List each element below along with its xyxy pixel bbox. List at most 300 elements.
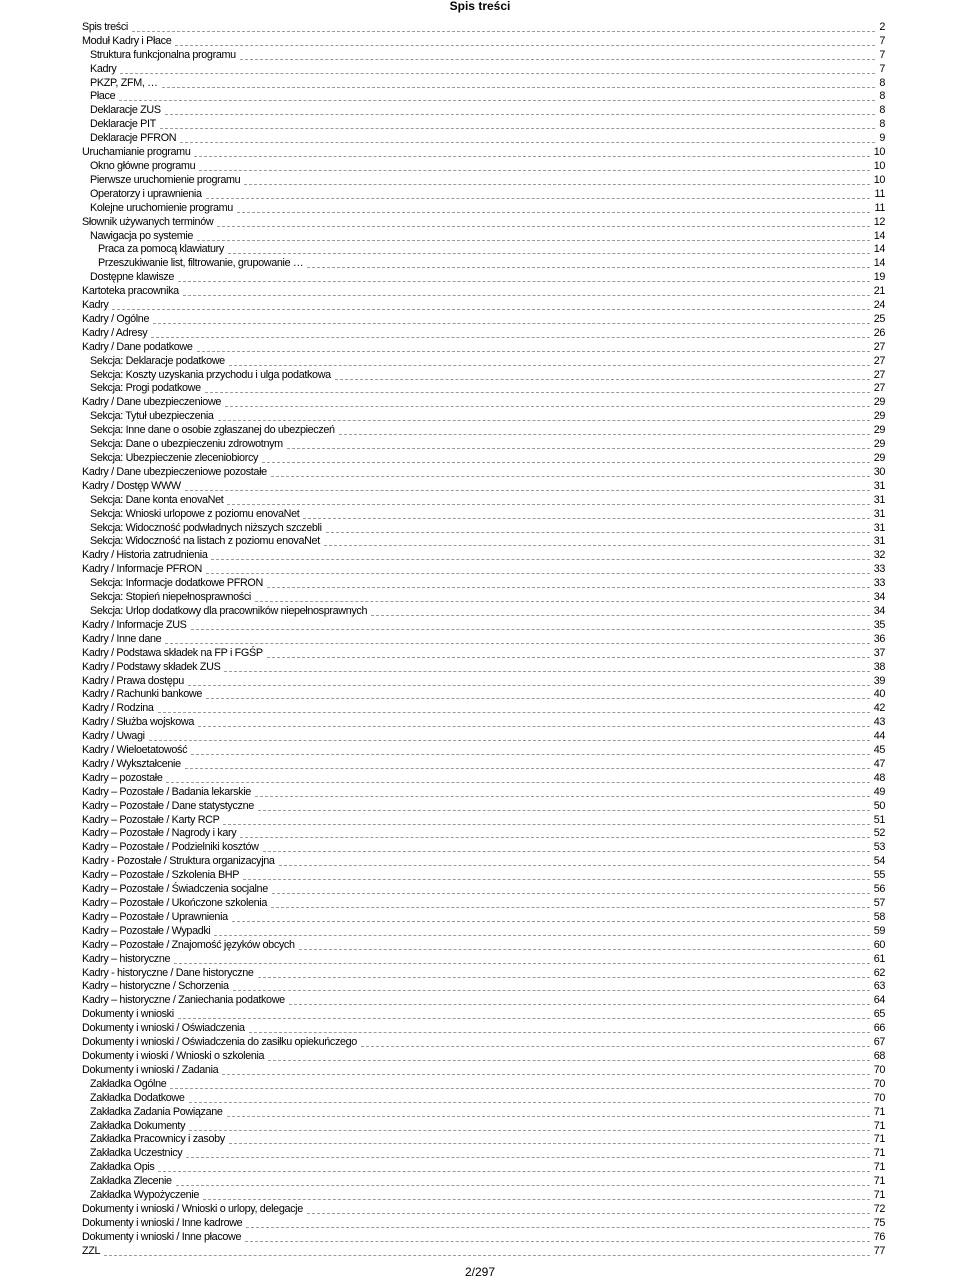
toc-entry-page: 61 <box>873 952 885 965</box>
toc-entry-page: 45 <box>873 744 885 757</box>
toc-entry-page: 35 <box>873 618 885 631</box>
toc-entry[interactable] <box>82 521 885 535</box>
toc-entry-title: Sekcja: Inne dane o osobie zgłaszanej do ubezpieczeń <box>90 424 335 437</box>
toc-leader-line <box>211 559 869 560</box>
toc-entry-page: 14 <box>873 229 885 242</box>
toc-leader-line <box>203 1199 870 1200</box>
toc-entry-title: Operatorzy i uprawnienia <box>90 187 202 200</box>
toc-entry[interactable] <box>82 382 885 396</box>
toc-entry[interactable] <box>82 1119 885 1133</box>
toc-entry[interactable] <box>82 729 885 743</box>
toc-entry-page: 72 <box>873 1202 885 1215</box>
toc-entry[interactable] <box>82 1230 885 1244</box>
toc-entry-page: 11 <box>874 201 885 214</box>
toc-leader-line <box>165 114 876 115</box>
toc-leader-line <box>228 253 870 254</box>
toc-entry[interactable] <box>82 1063 885 1077</box>
toc-entry-title: Sekcja: Dane o ubezpieczeniu zdrowotnym <box>90 438 283 451</box>
toc-leader-line <box>162 87 876 88</box>
toc-leader-line <box>158 1171 869 1172</box>
toc-entry-page: 48 <box>873 771 885 784</box>
toc-entry[interactable] <box>82 437 885 451</box>
toc-entry[interactable] <box>82 103 885 117</box>
toc-entry-title: Deklaracje PIT <box>90 118 156 131</box>
toc-entry-page: 50 <box>873 799 885 812</box>
toc-entry[interactable] <box>82 743 885 757</box>
toc-entry[interactable] <box>82 590 885 604</box>
toc-entry[interactable] <box>82 938 885 952</box>
toc-entry-title: Kadry – Pozostałe / Znajomość języków obcych <box>82 938 295 951</box>
toc-entry-page: 31 <box>873 535 885 548</box>
toc-entry-page: 70 <box>873 1063 885 1076</box>
toc-entry-title: Dokumenty i wnioski / Oświadczenia <box>82 1022 245 1035</box>
toc-entry[interactable] <box>82 618 885 632</box>
toc-entry-title: ZZL <box>82 1244 101 1257</box>
toc-entry-title: Płace <box>90 90 116 103</box>
toc-entry[interactable] <box>82 896 885 910</box>
toc-entry-page: 27 <box>873 340 885 353</box>
toc-entry[interactable] <box>82 1244 885 1258</box>
toc-entry[interactable] <box>82 1188 885 1202</box>
toc-entry-title: Dokumenty i wnioski / Inne płacowe <box>82 1230 242 1243</box>
toc-entry[interactable] <box>82 1091 885 1105</box>
toc-entry-title: Przeszukiwanie list, filtrowanie, grupowanie … <box>98 257 304 270</box>
toc-leader-line <box>112 309 869 310</box>
toc-entry[interactable] <box>82 409 885 423</box>
toc-entry-title: PKZP, ZFM, … <box>90 76 158 89</box>
toc-entry[interactable] <box>82 423 885 437</box>
toc-entry-title: Kadry <box>90 62 117 75</box>
toc-entry-page: 12 <box>873 215 885 228</box>
toc-entry-page: 39 <box>873 674 885 687</box>
toc-entry-page: 64 <box>873 994 885 1007</box>
toc-entry-title: Sekcja: Widoczność podwładnych niższych szczebli <box>90 521 322 534</box>
toc-entry[interactable] <box>82 632 885 646</box>
toc-entry-title: Kadry – Pozostałe / Wypadki <box>82 924 211 937</box>
toc-entry[interactable] <box>82 868 885 882</box>
toc-entry-page: 29 <box>873 410 885 423</box>
toc-entry-page: 29 <box>873 438 885 451</box>
toc-entry-title: Praca za pomocą klawiatury <box>98 243 224 256</box>
toc-entry-title: Moduł Kadry i Płace <box>82 34 172 47</box>
toc-leader-line <box>371 615 870 616</box>
toc-entry[interactable] <box>82 131 885 145</box>
toc-leader-line <box>263 851 870 852</box>
toc-leader-line <box>237 212 871 213</box>
toc-leader-line <box>158 712 870 713</box>
toc-entry[interactable] <box>82 34 885 48</box>
table-of-contents <box>82 20 885 1258</box>
toc-leader-line <box>176 1185 870 1186</box>
toc-entry[interactable] <box>82 451 885 465</box>
toc-leader-line <box>229 1143 870 1144</box>
toc-entry[interactable] <box>82 395 885 409</box>
toc-entry-title: Zakładka Ogólne <box>90 1077 167 1090</box>
toc-entry-title: Sekcja: Urlop dodatkowy dla pracowników niepełnosprawnych <box>90 604 368 617</box>
toc-entry[interactable] <box>82 368 885 382</box>
toc-entry-page: 70 <box>873 1077 885 1090</box>
toc-leader-line <box>194 156 869 157</box>
toc-entry-page: 29 <box>873 452 885 464</box>
toc-leader-line <box>307 1213 870 1214</box>
toc-entry[interactable] <box>82 966 885 980</box>
toc-entry[interactable] <box>82 270 885 284</box>
toc-leader-line <box>191 754 870 755</box>
toc-entry-page: 53 <box>873 841 885 854</box>
toc-entry-title: Kadry / Dane ubezpieczeniowe <box>82 396 222 409</box>
toc-leader-line <box>258 810 870 811</box>
toc-entry[interactable] <box>82 326 885 340</box>
toc-entry[interactable] <box>82 1174 885 1188</box>
toc-leader-line <box>271 476 870 477</box>
toc-leader-line <box>244 184 869 185</box>
toc-leader-line <box>303 518 869 519</box>
toc-leader-line <box>151 337 869 338</box>
toc-entry[interactable] <box>82 813 885 827</box>
toc-entry[interactable] <box>82 840 885 854</box>
toc-entry-title: Dokumenty i wnioski / Inne kadrowe <box>82 1216 243 1229</box>
toc-entry-title: Kadry - historyczne / Dane historyczne <box>82 966 254 979</box>
toc-entry[interactable] <box>82 1035 885 1049</box>
toc-entry[interactable] <box>82 688 885 702</box>
page-header-title: Spis treści <box>449 0 511 13</box>
toc-entry-title: Kadry / Prawa dostępu <box>82 674 184 687</box>
toc-leader-line <box>189 1130 870 1131</box>
toc-entry-page: 43 <box>873 716 885 729</box>
toc-entry-page: 9 <box>879 132 885 145</box>
toc-entry-title: Dokumenty i wnioski / Wnioski o urlopy, delegacje <box>82 1202 303 1215</box>
toc-entry-page: 31 <box>873 493 885 506</box>
toc-entry-page: 34 <box>873 604 885 617</box>
toc-entry-title: Kadry – Pozostałe / Nagrody i kary <box>82 827 237 840</box>
toc-entry-title: Kadry / Podstawa składek na FP i FGŚP <box>82 646 263 659</box>
toc-leader-line <box>335 379 870 380</box>
toc-entry[interactable] <box>82 507 885 521</box>
toc-leader-line <box>170 1088 869 1089</box>
toc-entry-page: 7 <box>879 48 885 61</box>
toc-entry-page: 67 <box>873 1036 885 1049</box>
toc-leader-line <box>279 865 870 866</box>
toc-entry[interactable] <box>82 465 885 479</box>
toc-entry[interactable] <box>82 312 885 326</box>
toc-leader-line <box>225 406 870 407</box>
toc-leader-line <box>175 45 875 46</box>
toc-entry-page: 62 <box>873 966 885 979</box>
toc-entry[interactable] <box>82 76 885 90</box>
toc-entry-page: 10 <box>873 159 885 172</box>
toc-leader-line <box>240 837 869 838</box>
toc-entry[interactable] <box>82 924 885 938</box>
toc-entry[interactable] <box>82 145 885 159</box>
toc-entry[interactable] <box>82 757 885 771</box>
toc-entry-title: Dokumenty i wnioski / Zadania <box>82 1063 219 1076</box>
toc-entry-title: Sekcja: Stopień niepełnosprawności <box>90 591 251 604</box>
toc-entry[interactable] <box>82 1077 885 1091</box>
toc-leader-line <box>191 629 870 630</box>
toc-entry-title: Sekcja: Progi podatkowe <box>90 382 201 395</box>
toc-entry-title: Zakładka Uczestnicy <box>90 1147 183 1160</box>
toc-entry-page: 11 <box>874 187 885 200</box>
toc-leader-line <box>324 545 870 546</box>
toc-entry[interactable] <box>82 952 885 966</box>
toc-entry-page: 7 <box>879 34 885 47</box>
toc-leader-line <box>120 73 875 74</box>
toc-leader-line <box>186 1157 869 1158</box>
toc-entry-page: 44 <box>873 730 885 743</box>
toc-entry-title: Kadry / Rodzina <box>82 702 154 715</box>
toc-entry-page: 8 <box>879 90 885 103</box>
toc-entry-page: 58 <box>873 910 885 923</box>
toc-leader-line <box>180 142 875 143</box>
toc-entry-title: Kadry – Pozostałe / Uprawnienia <box>82 910 228 923</box>
toc-entry-title: Struktura funkcjonalna programu <box>90 48 236 61</box>
toc-leader-line <box>339 434 870 435</box>
toc-entry[interactable] <box>82 20 885 34</box>
toc-entry[interactable] <box>82 159 885 173</box>
toc-entry[interactable] <box>82 1049 885 1063</box>
toc-entry[interactable] <box>82 548 885 562</box>
toc-entry[interactable] <box>82 799 885 813</box>
toc-entry-title: Zakładka Wypożyczenie <box>90 1189 199 1202</box>
toc-leader-line <box>217 226 869 227</box>
toc-entry-title: Kadry – Pozostałe / Ukończone szkolenia <box>82 897 268 909</box>
toc-entry-page: 68 <box>873 1049 885 1062</box>
toc-entry[interactable] <box>82 910 885 924</box>
toc-entry-title: Kadry – historyczne / Zaniechania podatkowe <box>82 994 285 1007</box>
toc-entry-page: 27 <box>873 354 885 367</box>
toc-entry-page: 31 <box>873 507 885 520</box>
toc-entry-title: Kadry / Adresy <box>82 326 148 339</box>
toc-entry-title: Deklaracje ZUS <box>90 104 161 117</box>
toc-entry[interactable] <box>82 1105 885 1119</box>
toc-entry-title: Kadry – pozostałe <box>82 771 163 784</box>
toc-entry-page: 54 <box>873 855 885 868</box>
toc-leader-line <box>272 893 870 894</box>
toc-entry-title: Kolejne uruchomienie programu <box>90 201 233 214</box>
toc-entry[interactable] <box>82 493 885 507</box>
toc-leader-line <box>229 365 870 366</box>
toc-entry[interactable] <box>82 576 885 590</box>
page-number: 2/297 <box>464 1265 496 1279</box>
toc-entry[interactable] <box>82 173 885 187</box>
toc-entry[interactable] <box>82 117 885 131</box>
toc-entry[interactable] <box>82 354 885 368</box>
toc-leader-line <box>160 128 875 129</box>
toc-entry-title: Kadry – Pozostałe / Szkolenia BHP <box>82 869 240 882</box>
toc-entry-title: Dokumenty i wioski / Wnioski o szkolenia <box>82 1049 265 1062</box>
toc-entry[interactable] <box>82 1021 885 1035</box>
toc-entry[interactable] <box>82 1007 885 1021</box>
toc-entry-page: 57 <box>873 897 885 909</box>
toc-entry-page: 31 <box>873 479 885 492</box>
toc-leader-line <box>104 1255 870 1256</box>
toc-entry-title: Kadry – Pozostałe / Badania lekarskie <box>82 785 251 798</box>
toc-entry-page: 10 <box>873 146 885 159</box>
toc-entry-page: 26 <box>873 326 885 339</box>
toc-entry-page: 36 <box>873 632 885 645</box>
toc-entry-page: 21 <box>873 285 885 298</box>
toc-entry[interactable] <box>82 882 885 896</box>
toc-entry-page: 71 <box>873 1147 885 1160</box>
toc-entry[interactable] <box>82 479 885 493</box>
toc-entry-title: Dostępne klawisze <box>90 271 175 284</box>
toc-entry-title: Kadry – historyczne <box>82 952 171 965</box>
toc-entry[interactable] <box>82 701 885 715</box>
toc-entry-title: Zakładka Pracownicy i zasoby <box>90 1133 225 1146</box>
toc-entry[interactable] <box>82 535 885 549</box>
toc-entry[interactable] <box>82 1202 885 1216</box>
toc-entry-page: 29 <box>873 396 885 409</box>
toc-entry[interactable] <box>82 980 885 994</box>
toc-entry[interactable] <box>82 674 885 688</box>
toc-entry-page: 66 <box>873 1022 885 1035</box>
toc-entry[interactable] <box>82 229 885 243</box>
toc-entry-title: Sekcja: Deklaracje podatkowe <box>90 354 225 367</box>
toc-entry-page: 10 <box>873 173 885 186</box>
toc-entry-title: Kadry – Pozostałe / Karty RCP <box>82 813 220 826</box>
toc-entry-page: 76 <box>873 1230 885 1243</box>
toc-entry[interactable] <box>82 187 885 201</box>
toc-entry-title: Dokumenty i wnioski / Oświadczenia do zasiłku opiekuńczego <box>82 1036 357 1049</box>
toc-entry-page: 7 <box>879 62 885 75</box>
toc-leader-line <box>153 323 870 324</box>
toc-leader-line <box>268 1060 869 1061</box>
toc-leader-line <box>218 420 870 421</box>
toc-entry-page: 51 <box>873 813 885 826</box>
toc-leader-line <box>185 768 870 769</box>
toc-entry-page: 56 <box>873 883 885 896</box>
toc-entry[interactable] <box>82 1133 885 1147</box>
toc-entry-title: Kadry / Dane podatkowe <box>82 340 193 353</box>
toc-leader-line <box>289 1004 870 1005</box>
toc-leader-line <box>165 643 869 644</box>
toc-entry[interactable] <box>82 993 885 1007</box>
toc-entry[interactable] <box>82 646 885 660</box>
toc-entry-page: 52 <box>873 827 885 840</box>
toc-entry-title: Sekcja: Informacje dodatkowe PFRON <box>90 577 263 590</box>
toc-entry[interactable] <box>82 201 885 215</box>
toc-entry[interactable] <box>82 827 885 841</box>
toc-leader-line <box>243 879 870 880</box>
toc-leader-line <box>233 990 870 991</box>
toc-leader-line <box>185 490 870 491</box>
toc-entry-title: Zakładka Dodatkowe <box>90 1091 185 1104</box>
toc-leader-line <box>199 170 869 171</box>
toc-entry[interactable] <box>82 604 885 618</box>
toc-entry-title: Kadry / Ogólne <box>82 312 150 325</box>
toc-leader-line <box>206 198 871 199</box>
toc-entry[interactable] <box>82 215 885 229</box>
toc-entry-page: 71 <box>873 1119 885 1132</box>
toc-entry-page: 19 <box>873 271 885 284</box>
toc-entry[interactable] <box>82 785 885 799</box>
toc-entry-title: Kadry – historyczne / Schorzenia <box>82 980 229 993</box>
toc-entry-title: Kadry / Rachunki bankowe <box>82 688 203 701</box>
toc-entry-page: 71 <box>873 1133 885 1146</box>
toc-leader-line <box>189 1102 870 1103</box>
toc-entry-page: 55 <box>873 869 885 882</box>
toc-entry-page: 77 <box>873 1244 885 1257</box>
toc-leader-line <box>178 1018 870 1019</box>
toc-entry-page: 75 <box>873 1216 885 1229</box>
toc-leader-line <box>222 1074 869 1075</box>
toc-leader-line <box>326 532 870 533</box>
toc-entry-page: 70 <box>873 1091 885 1104</box>
toc-entry-title: Kadry / Służba wojskowa <box>82 716 194 729</box>
toc-entry[interactable] <box>82 243 885 257</box>
toc-entry-title: Pierwsze uruchomienie programu <box>90 173 241 186</box>
toc-leader-line <box>178 281 870 282</box>
toc-entry-page: 63 <box>873 980 885 993</box>
toc-leader-line <box>205 392 870 393</box>
toc-entry[interactable] <box>82 62 885 76</box>
toc-entry[interactable] <box>82 562 885 576</box>
toc-entry-page: 14 <box>873 257 885 270</box>
toc-entry-title: Kadry / Podstawy składek ZUS <box>82 660 221 673</box>
toc-entry-title: Sekcja: Ubezpieczenie zleceniobiorcy <box>90 452 259 464</box>
toc-entry[interactable] <box>82 340 885 354</box>
toc-entry[interactable] <box>82 90 885 104</box>
toc-entry[interactable] <box>82 48 885 62</box>
toc-entry-page: 27 <box>873 368 885 381</box>
toc-entry-page: 71 <box>873 1175 885 1188</box>
toc-leader-line <box>258 977 870 978</box>
toc-entry-title: Zakładka Zlecenie <box>90 1175 172 1188</box>
toc-entry-title: Kadry / Uwagi <box>82 730 145 743</box>
toc-entry[interactable] <box>82 715 885 729</box>
toc-leader-line <box>271 907 870 908</box>
toc-entry[interactable] <box>82 284 885 298</box>
toc-entry-title: Słownik używanych terminów <box>82 215 214 228</box>
toc-entry-title: Sekcja: Dane konta enovaNet <box>90 493 224 506</box>
toc-entry-title: Kadry / Dostęp WWW <box>82 479 181 492</box>
toc-leader-line <box>224 671 869 672</box>
toc-leader-line <box>188 685 870 686</box>
toc-entry[interactable] <box>82 854 885 868</box>
toc-entry[interactable] <box>82 1160 885 1174</box>
toc-leader-line <box>198 726 870 727</box>
toc-entry-page: 33 <box>873 577 885 590</box>
toc-entry-page: 40 <box>873 688 885 701</box>
toc-entry[interactable] <box>82 298 885 312</box>
toc-entry-page: 14 <box>873 243 885 256</box>
toc-entry-page: 71 <box>873 1161 885 1174</box>
toc-entry[interactable] <box>82 771 885 785</box>
toc-entry-title: Deklaracje PFRON <box>90 132 177 145</box>
toc-entry[interactable] <box>82 1216 885 1230</box>
toc-entry-page: 25 <box>873 312 885 325</box>
toc-entry-title: Zakładka Opis <box>90 1161 155 1174</box>
toc-leader-line <box>299 949 870 950</box>
toc-entry-page: 59 <box>873 924 885 937</box>
toc-entry-page: 8 <box>879 76 885 89</box>
toc-entry-title: Spis treści <box>82 20 128 33</box>
toc-leader-line <box>262 462 870 463</box>
toc-entry-title: Dokumenty i wnioski <box>82 1008 174 1021</box>
toc-entry-page: 38 <box>873 660 885 673</box>
toc-leader-line <box>255 796 870 797</box>
toc-entry-page: 27 <box>873 382 885 395</box>
toc-entry-page: 33 <box>873 563 885 576</box>
toc-entry[interactable] <box>82 1146 885 1160</box>
toc-entry-title: Kadry – Pozostałe / Świadczenia socjalne <box>82 883 268 896</box>
toc-entry[interactable] <box>82 256 885 270</box>
toc-entry[interactable] <box>82 660 885 674</box>
toc-leader-line <box>206 698 870 699</box>
toc-leader-line <box>245 1241 870 1242</box>
toc-leader-line <box>197 351 870 352</box>
toc-leader-line <box>214 935 869 936</box>
